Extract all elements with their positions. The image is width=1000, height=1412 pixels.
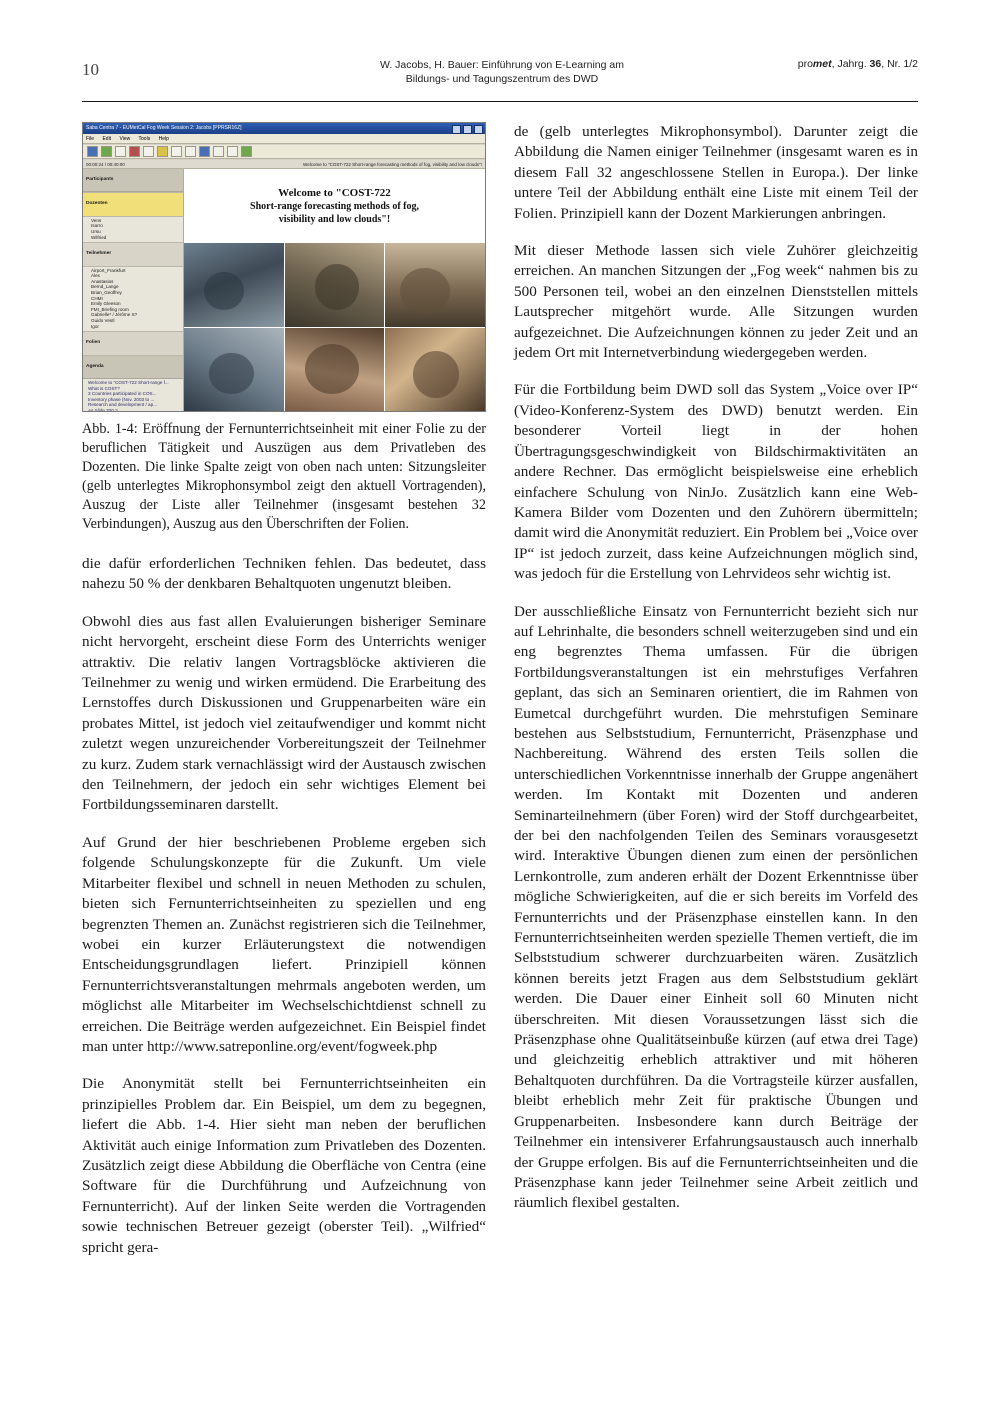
header-title <box>262 58 742 86</box>
slide-area <box>184 169 485 411</box>
maximize-icon[interactable] <box>463 125 472 134</box>
photo-thumbnail <box>184 328 284 412</box>
window-titlebar <box>83 123 485 134</box>
right-column <box>514 122 918 1231</box>
list-item[interactable]: Inventory phase (Nov. 2003 to ... <box>88 396 155 402</box>
group-teilnehmer-header[interactable]: Teilnehmer <box>83 242 183 266</box>
session-timecode: 00:00:24 / 00:40:00 <box>86 162 125 167</box>
list-item[interactable]: What is COST? <box>88 385 120 391</box>
paragraph: de (gelb unterlegtes Mikrophonsymbol). Darunter zeigt die Abbildung die Namen einiger Teilnehmer (insgesamt waren es in diesem Fall 32 angeschlossene Stellen in Europa.). Der linke untere Teil der Abbildung enthält eine Liste mit einem Teil der Folien. Prinzipiell kann der Dozent Markierungen anbringen. <box>514 123 918 222</box>
hand-raise-icon[interactable] <box>157 146 168 157</box>
share-screen-icon[interactable] <box>227 146 238 157</box>
figure-caption: Abb. 1-4: Eröffnung der Fernunterrichtseinheit mit einer Folie zu der beruflichen Tätigkeit und Auszügen aus dem Privatleben des Dozenten. Die linke Spalte zeigt von oben nach unten: Sitzungsleiter (gelb unterlegtes Mikrophonsymbol zeigt den aktuell Vortragenden), Auszug der Liste aller Teilnehmer (insgesamt bestehen 32 Verbindungen), Auszug aus den Überschriften der Folien. <box>82 421 486 532</box>
paragraph-text: Auf Grund der hier beschriebenen Probleme ergeben sich folgende Schulungskonzepte für die Zukunft. Um viele Mitarbeiter flexibel und schnell in neuen Methoden zu schulen, bieten sich Fernunterrichtseinheiten zu speziellen und eng begrenzten Themen an. Zunächst registrieren sich die Teilnehmer, wobei ein kurzer Erläuterungstext die notwendigen Entscheidungsgrundlagen liefert. Prinzipiell können Fernunterrichtsveranstaltungen mehrmals angeboten werden, um möglichst alle Mitarbeiter im Wechselschichtdienst schnell zu erreichen. Die Beiträge werden aufgezeichnet. Ein Beispiel findet man unter <box>82 833 486 1055</box>
menu-item-file[interactable]: File <box>86 136 95 142</box>
menu-item-help[interactable]: Help <box>158 136 169 142</box>
slide-title-block <box>184 169 485 243</box>
paragraph: Für die Fortbildung beim DWD soll das System „Voice over IP“ (Video-Konferenz-System des DWD) benutzt werden. Ein besonderer Vorteil liegt in der hohen Übertragungsgeschwindigkeit von Bildschirmaktivitäten an andere Rechner. Das ermöglicht beispielsweise eine erheblich einfachere Schulung von NinJo. Zusätzlich kann eine Web-Kamera Bilder vom Dozenten und den Zuhörern übermitteln; damit wird die Anonymität reduziert. Ein Problem bei „Voice over IP“ ist jedoch zurzeit, dass keine Aufzeichnungen möglich sind, was jedoch für die Erstellung von Lehrvideos sehr wichtig ist. <box>514 381 918 583</box>
list-item[interactable]: Anastasios <box>91 278 114 284</box>
list-item[interactable]: As Slide 700 ? <box>88 407 118 411</box>
slide-title-line1: Welcome to "COST-722 <box>278 187 391 199</box>
window-title: Saba Centra 7 - EUMetCal Fog Week Session 2: Jacobs [PPRSR16Z] <box>86 125 242 131</box>
paragraph <box>82 833 486 1057</box>
menu-bar[interactable] <box>83 134 485 144</box>
toolbar[interactable] <box>83 145 485 159</box>
photo-thumbnail <box>184 243 284 327</box>
header-title-line1: W. Jacobs, H. Bauer: Einführung von E-Learning am <box>380 59 624 71</box>
group-dozenten-header[interactable]: Dozenten <box>83 192 183 216</box>
journal-reference <box>798 58 918 70</box>
list-item[interactable]: Alex <box>91 273 100 279</box>
participants-panel[interactable] <box>83 169 184 411</box>
photo-thumbnail <box>385 243 485 327</box>
header-rule <box>82 101 918 102</box>
session-slide-title: Welcome to "COST-722 Short-range forecasting methods of fog, visibility and low clouds"! <box>303 162 482 167</box>
list-item[interactable]: Vens <box>91 217 102 223</box>
menu-item-view[interactable]: View <box>119 136 131 142</box>
list-item[interactable]: Bernd_Lange <box>91 284 119 290</box>
eraser-icon[interactable] <box>213 146 224 157</box>
photo-collage <box>184 243 485 411</box>
close-icon[interactable] <box>474 125 483 134</box>
play-icon[interactable] <box>87 146 98 157</box>
list-item[interactable]: Airport_Frankfurt <box>91 267 126 273</box>
list-item[interactable]: Wilfried <box>91 234 107 240</box>
paragraph: die dafür erforderlichen Techniken fehlen. Das bedeutet, dass nahezu 50 % der denkbaren Behaltquoten ungenutzt bleiben. <box>82 555 486 593</box>
session-info-bar <box>83 160 485 169</box>
list-item[interactable]: Ursu <box>91 229 101 234</box>
pen-icon[interactable] <box>185 146 196 157</box>
list-item[interactable]: Gabrielle* / Jérôme S? <box>91 312 138 318</box>
list-item[interactable]: FMI_Briefing room <box>91 306 129 312</box>
pointer-icon[interactable] <box>171 146 182 157</box>
minimize-icon[interactable] <box>452 125 461 134</box>
journal-name-met: met <box>812 58 832 70</box>
list-item[interactable]: Igor <box>91 323 99 329</box>
participants-header: Participants <box>83 169 183 192</box>
list-item[interactable]: 3 Countries participated in COS... <box>88 391 157 397</box>
list-item[interactable]: Guido Vestl <box>91 317 115 323</box>
list-item[interactable]: Brian_Geoffrey <box>91 289 122 295</box>
figure-screenshot <box>82 122 486 412</box>
pause-icon[interactable] <box>115 146 126 157</box>
list-item[interactable]: Emily Gleeson <box>91 301 121 307</box>
record-icon[interactable] <box>101 146 112 157</box>
window-controls[interactable] <box>452 125 483 134</box>
page-number: 10 <box>82 60 99 79</box>
menu-item-edit[interactable]: Edit <box>102 136 112 142</box>
agenda-list[interactable] <box>83 379 183 411</box>
journal-name-pro: pro <box>797 58 813 70</box>
list-item[interactable]: Welcome to "COST-722 Short-range f... <box>88 379 169 385</box>
stop-icon[interactable] <box>129 146 140 157</box>
slide-title-line2: Short-range forecasting methods of fog, <box>250 201 419 212</box>
chat-icon[interactable] <box>241 146 252 157</box>
microphone-icon[interactable] <box>143 146 154 157</box>
photo-thumbnail <box>285 328 385 412</box>
journal-volume: 36 <box>869 58 882 70</box>
photo-thumbnail <box>285 243 385 327</box>
menu-item-tools[interactable]: Tools <box>138 136 151 142</box>
header-title-line2: Bildungs- und Tagungszentrum des DWD <box>405 73 599 85</box>
teilnehmer-list[interactable] <box>83 267 183 332</box>
photo-thumbnail <box>385 328 485 412</box>
agenda-header: Agenda <box>83 356 183 379</box>
highlighter-icon[interactable] <box>199 146 210 157</box>
list-item[interactable]: CHMI <box>91 295 103 301</box>
list-item[interactable]: Isarro <box>91 223 103 229</box>
list-item[interactable]: Research and development / ap... <box>88 402 157 408</box>
journal-year-label: , Jahrg. <box>831 58 870 70</box>
left-column <box>82 122 486 1275</box>
dozenten-list[interactable] <box>83 217 183 242</box>
running-head <box>82 58 918 98</box>
paragraph: Obwohl dies aus fast allen Evaluierungen bisheriger Seminare nicht hervorgeht, erscheint diese Form des Unterrichts weniger attraktiv. Die relativ langen Vortragsblöcke aktivieren die Teilnehmer zu wenig und wirken ermüdend. Die Erarbeitung des Lernstoffes durch Diskussionen und Gruppenarbeiten wäre ein probates Mittel, ist jedoch viel zeitaufwendiger und kommt nicht zuletzt wegen unzureichender Vorbereitungszeit der Teilnehmer zu kurz. Zudem stark vernachlässigt wird der Austausch zwischen den Teilnehmern, der jedoch ein sehr wichtiges Element bei Fortbildungsseminaren darstellt. <box>82 612 486 814</box>
slide-title-line3: visibility and low clouds"! <box>278 214 391 225</box>
external-url[interactable]: http://www.satreponline.org/event/fogweek.php <box>146 1037 438 1055</box>
paragraph: Mit dieser Methode lassen sich viele Zuhörer gleichzeitig erreichen. An manchen Sitzungen der „Fog week“ nahmen bis zu 500 Personen teil, wobei an den einzelnen Dienststellen mittels Lautsprecher mitgehört wurde. Alle Sitzungen wurden aufgezeichnet. Die Aufzeichnungen können zu jeder Zeit und an jedem Ort mit Internetverbindung wiedergegeben werden. <box>514 242 918 362</box>
journal-issue: , Nr. 1/2 <box>881 58 918 70</box>
group-folien-header[interactable]: Folien <box>83 331 183 355</box>
paragraph: Der ausschließliche Einsatz von Fernunterricht bezieht sich nur auf Lehrinhalte, die besonders schnell weiterzugeben sind und ein eng begrenztes Thema umfassen. Für die übrigen Fortbildungsveranstaltungen ist ein mehrstufiges Verfahren geplant, das sich an Seminaren orientiert, die im Rahmen von Eumetcal durchgeführt wurden. Die mehrstufigen Seminare bestehen aus Selbststudium, Fernunterricht, Präsenzphase und Nachbereitung. Während des ersten Teils sollen die unterschiedlichen Vorkenntnisse innerhalb der Gruppe angenähert werden. Im Kontakt mit Dozenten und anderen Seminarteilnehmern (über Foren) wird der Stoff durchgearbeitet, der bei den nachfolgenden Teilen des Seminars vorausgesetzt wird. Interaktive Übungen dienen zum einen der persönlichen Lernkontrolle, zum anderen erhält der Dozent Erkenntnisse über mögliche Schwierigkeiten, auf die er sich bereits im Vorfeld des Fernunterrichts und der Präsenzphase einstellen kann. In den Fernunterrichtseinheiten werden spezielle Themen vertieft, die im Selbststudium schwerer durchzuarbeiten wären. Zusätzlich können bereits jetzt Fragen aus dem Selbststudium geklärt werden. Die Dauer einer Einheit soll 60 Minuten nicht überschreiten. Mit diesen Voraussetzungen lässt sich die Präsenzphase ohne Qualitätseinbuße kürzen (auf etwa drei Tage) und gleichzeitig erheblich attraktiver und mit höheren Behaltquoten durchführen. Da die Vortragsteile kürzer ausfallen, bleibt erheblich mehr Zeit für praktische Übungen und Gruppenarbeiten. Insbesondere kann durch Beiträge der Teilnehmer ein intensiverer Erfahrungsaustausch auch innerhalb der Gruppe erfolgen. Bis auf die Fernunterrichtseinheiten und die Präsenzphase kann jeder Teilnehmer seine Arbeit zeitlich und räumlich flexibel gestalten. <box>514 602 918 1212</box>
paragraph: Die Anonymität stellt bei Fernunterrichtseinheiten ein prinzipielles Problem dar. Ein Beispiel, um dem zu begegnen, liefert die Abb. 1-4. Hier sieht man neben der beruflichen Aktivität auch einige Information zum Privatleben des Dozenten. Zusätzlich zeigt diese Abbildung die Oberfläche von Centra (eine Software für die Durchführung und Aufzeichnung von Fernunterricht). Auf der linken Seite werden die Vortragenden sowie technischen Betreuer gezeigt (oberster Teil). „Wilfried“ spricht gera- <box>82 1075 486 1256</box>
